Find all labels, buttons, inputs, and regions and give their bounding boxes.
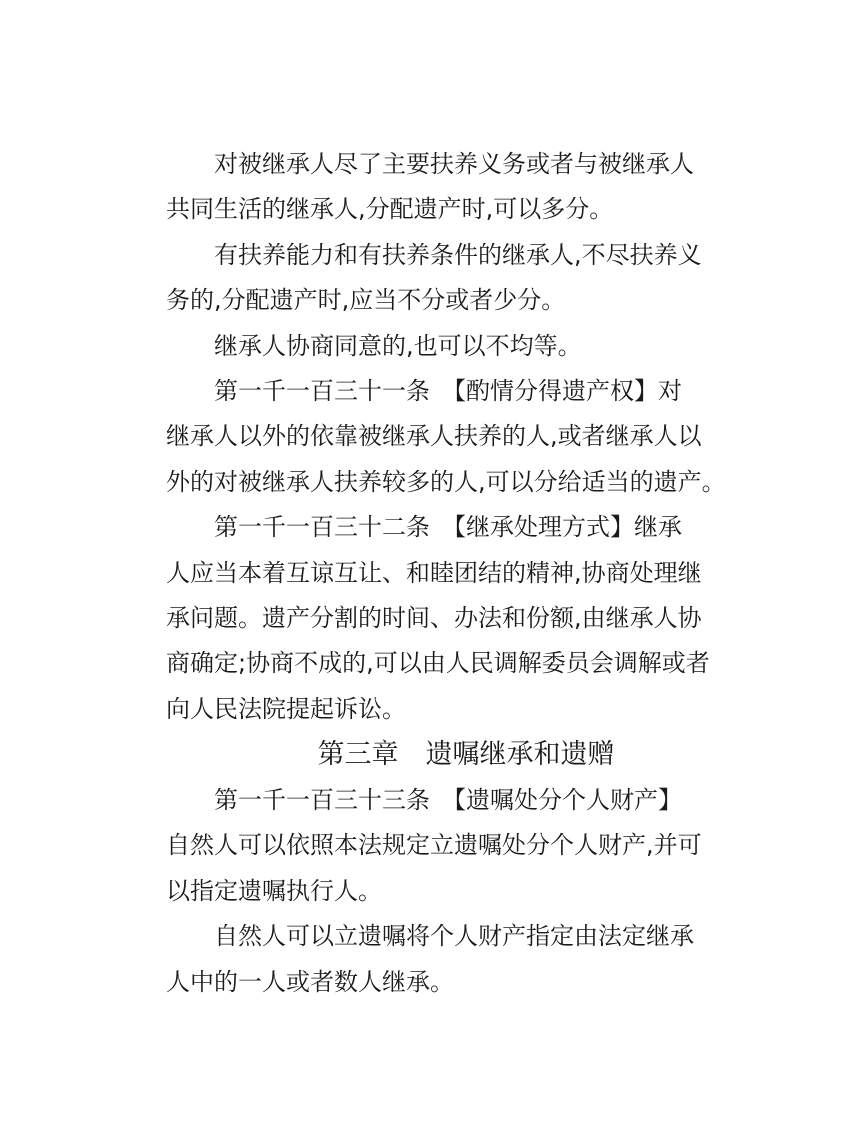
article-1132-line: 第一千一百三十二条 【继承处理方式】继承 [214, 513, 682, 542]
paragraph-line: 以指定遗嘱执行人。 [166, 876, 382, 905]
paragraph-line: 有扶养能力和有扶养条件的继承人,不尽扶养义 [214, 240, 702, 269]
paragraph-line: 商确定;协商不成的,可以由人民调解委员会调解或者 [166, 649, 710, 678]
paragraph-line: 对被继承人尽了主要扶养义务或者与被继承人 [214, 150, 694, 178]
paragraph-line: 务的,分配遗产时,应当不分或者少分。 [166, 286, 566, 315]
chapter-heading: 第三章 遗嘱继承和遗赠 [317, 739, 615, 771]
paragraph-line: 外的对被继承人扶养较多的人,可以分给适当的遗产。 [166, 467, 726, 496]
paragraph-line: 自然人可以立遗嘱将个人财产指定由法定继承 [214, 922, 694, 951]
article-1133-line: 第一千一百三十三条 【遗嘱处分个人财产】 [214, 786, 682, 815]
paragraph-line: 承问题。遗产分割的时间、办法和份额,由继承人协 [166, 603, 702, 632]
article-1131-line: 第一千一百三十一条 【酌情分得遗产权】对 [214, 376, 682, 405]
paragraph-line: 共同生活的继承人,分配遗产时,可以多分。 [166, 195, 614, 224]
paragraph-line: 继承人协商同意的,也可以不均等。 [214, 331, 582, 360]
paragraph-line: 人中的一人或者数人继承。 [166, 967, 454, 996]
paragraph-line: 人应当本着互谅互让、和睦团结的精神,协商处理继 [166, 558, 702, 587]
document-body [166, 142, 726, 1005]
paragraph-line: 自然人可以依照本法规定立遗嘱处分个人财产,并可 [166, 831, 702, 860]
paragraph-line: 向人民法院提起诉讼。 [166, 694, 406, 723]
paragraph-line: 继承人以外的依靠被继承人扶养的人,或者继承人以 [166, 422, 702, 451]
